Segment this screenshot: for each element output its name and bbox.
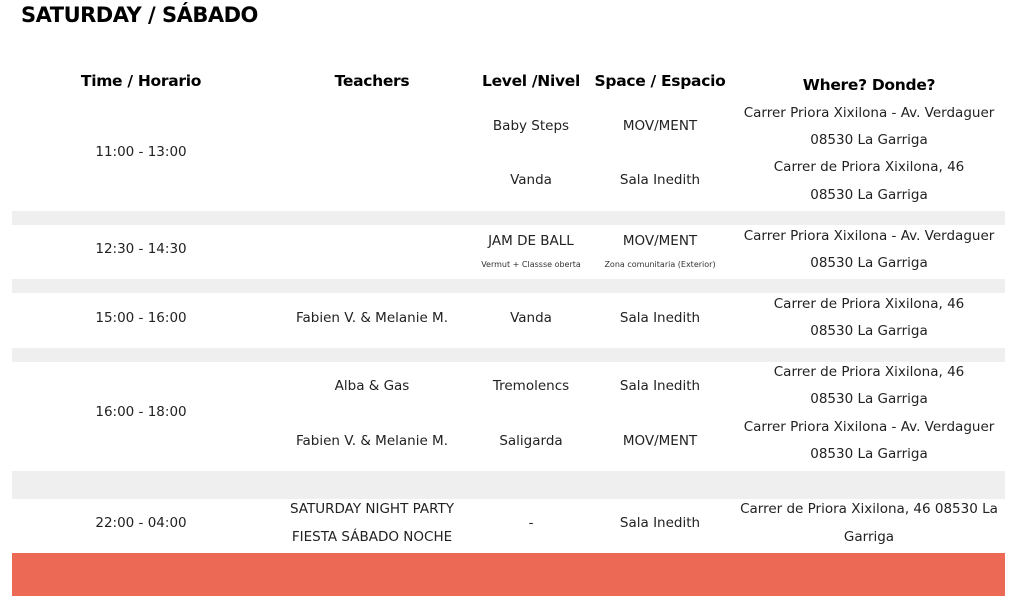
where-line: Carrer Priora Xixilona - Av. Verdaguer [743, 105, 995, 121]
header-where: Where? Donde? [802, 76, 936, 94]
header-time: Time / Horario [80, 72, 202, 90]
space-cell: Sala Inedith [619, 378, 701, 394]
time-cell: 11:00 - 13:00 [95, 144, 187, 160]
where-line: Carrer de Priora Xixilona, 46 [773, 296, 965, 312]
where-line: 08530 La Garriga [810, 446, 928, 462]
teachers-line: FIESTA SÁBADO NOCHE [291, 529, 453, 545]
space-cell: Sala Inedith [619, 310, 701, 326]
where-line: Carrer Priora Xixilona - Av. Verdaguer [743, 419, 995, 435]
level-cell: Vanda [510, 310, 552, 326]
time-cell: 16:00 - 18:00 [95, 404, 187, 420]
where-line: Carrer Priora Xixilona - Av. Verdaguer [743, 228, 995, 244]
where-line: 08530 La Garriga [810, 391, 928, 407]
space-note: Zona comunitaria (Exterior) [604, 260, 716, 269]
time-cell: 22:00 - 04:00 [95, 515, 187, 531]
where-line: 08530 La Garriga [810, 187, 928, 203]
teachers-cell: Alba & Gas [334, 378, 410, 394]
where-line: 08530 La Garriga [810, 132, 928, 148]
teachers-cell: Fabien V. & Melanie M. [296, 433, 448, 449]
level-cell: Baby Steps [492, 118, 570, 134]
level-cell: Saligarda [499, 433, 563, 449]
where-line: Carrer de Priora Xixilona, 46 08530 La [740, 501, 998, 517]
header-teachers: Teachers [334, 72, 410, 90]
where-line: 08530 La Garriga [810, 323, 928, 339]
level-cell: Tremolencs [492, 378, 570, 394]
level-note: Vermut + Classse oberta [481, 260, 581, 269]
row-separator [12, 471, 1005, 499]
time-cell: 15:00 - 16:00 [95, 310, 187, 326]
footer-accent-bar [12, 553, 1005, 596]
level-cell: - [528, 515, 534, 531]
space-cell: MOV/MENT [622, 118, 698, 134]
where-line: Carrer de Priora Xixilona, 46 [773, 159, 965, 175]
teachers-cell: Fabien V. & Melanie M. [296, 310, 448, 326]
space-cell: MOV/MENT [622, 433, 698, 449]
header-space: Space / Espacio [594, 72, 726, 90]
space-cell: Sala Inedith [619, 515, 701, 531]
time-cell: 12:30 - 14:30 [95, 241, 187, 257]
space-cell: Sala Inedith [619, 172, 701, 188]
level-cell: JAM DE BALL [488, 233, 574, 249]
level-cell: Vanda [510, 172, 552, 188]
where-line: Garriga [843, 529, 895, 545]
teachers-line: SATURDAY NIGHT PARTY [289, 501, 455, 517]
space-cell: MOV/MENT [622, 233, 698, 249]
where-line: Carrer de Priora Xixilona, 46 [773, 364, 965, 380]
page-title: SATURDAY / SÁBADO [21, 3, 258, 27]
where-line: 08530 La Garriga [810, 255, 928, 271]
header-level: Level /Nivel [482, 72, 580, 90]
